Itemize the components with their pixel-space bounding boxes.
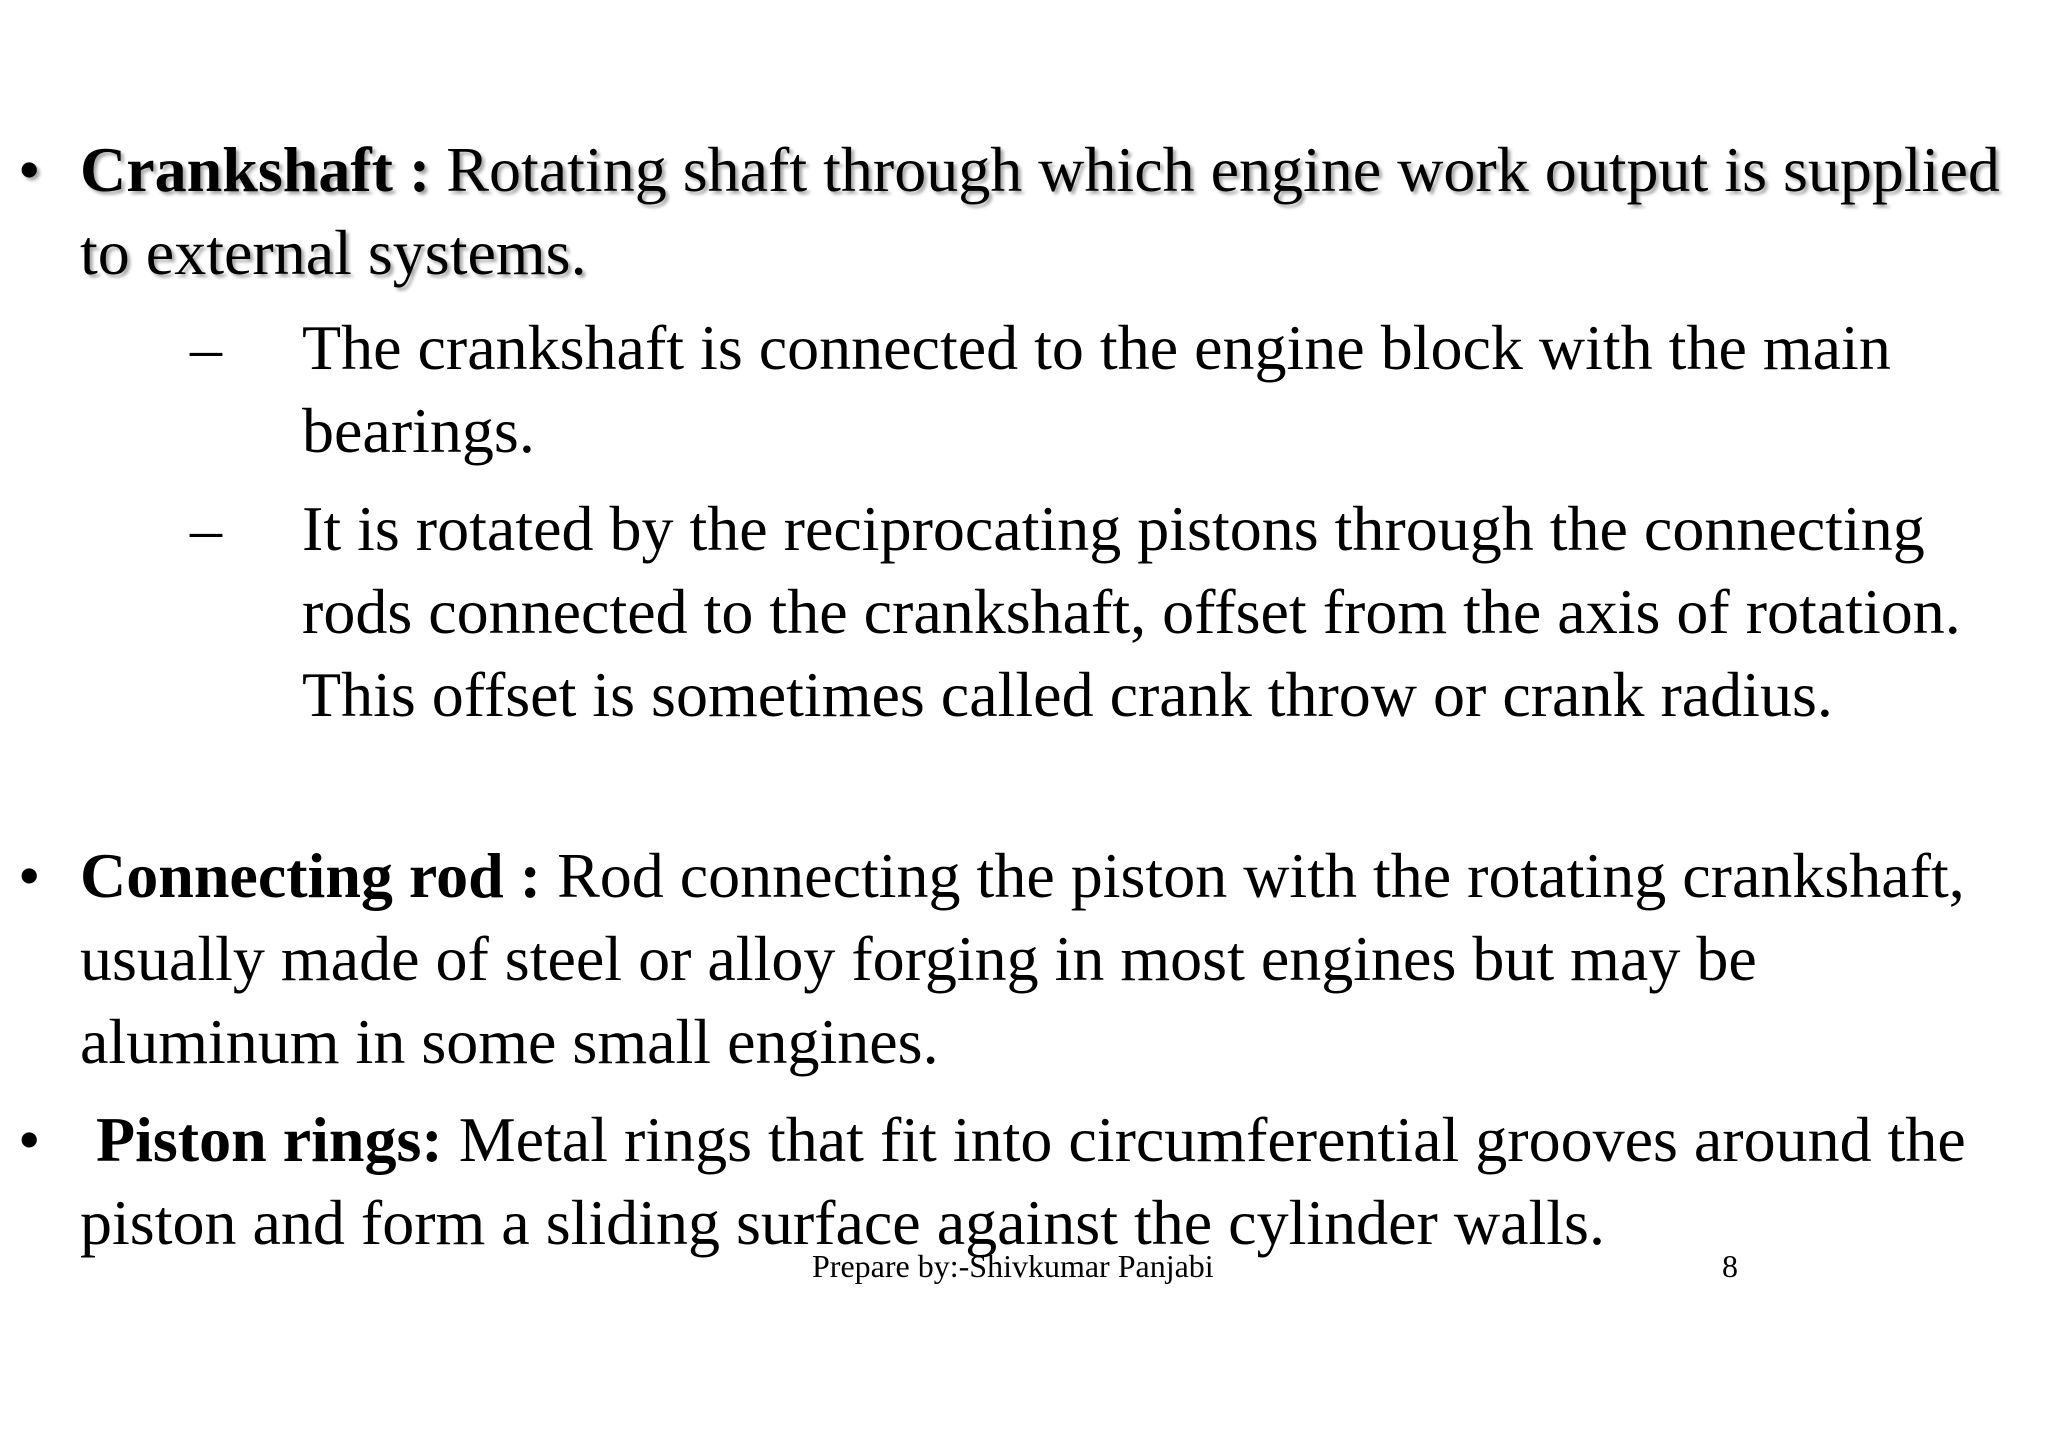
dash-symbol: –	[190, 493, 222, 564]
bullet-symbol: •	[18, 1104, 41, 1175]
footer-page-number: 8	[1722, 1248, 1738, 1284]
bullet-connecting-rod	[18, 834, 2020, 1083]
dash-symbol: –	[190, 312, 222, 383]
bullet-symbol: •	[18, 134, 41, 205]
bullet-piston-rings	[18, 1098, 2020, 1264]
definition-crankshaft: Rotating shaft through which engine work output is supplied to external systems.	[80, 134, 2000, 288]
bullet-symbol: •	[18, 840, 41, 911]
bullet-crankshaft	[18, 128, 2020, 294]
term-crankshaft: Crankshaft :	[80, 134, 431, 205]
definition-connecting-rod: Rod connecting the piston with the rotating crankshaft, usually made of steel or alloy forging in most engines but may be aluminum in some small engines.	[80, 840, 1965, 1077]
footer-author: Prepare by:-Shivkumar Panjabi	[812, 1248, 1214, 1284]
sub-item-main-bearings	[190, 306, 2042, 472]
sub-item-text: It is rotated by the reciprocating pistons through the connecting rods connected to the crankshaft, offset from the axis of rotation. This offset is sometimes called crank throw or crank radius.	[302, 493, 1961, 730]
definition-piston-rings: Metal rings that fit into circumferential grooves around the piston and form a sliding surface against the cylinder walls.	[80, 1104, 1966, 1258]
sub-item-text: The crankshaft is connected to the engine block with the main bearings.	[302, 312, 1891, 466]
term-piston-rings: Piston rings:	[96, 1104, 443, 1175]
term-connecting-rod: Connecting rod :	[80, 840, 542, 911]
sub-item-crank-throw	[190, 487, 2042, 736]
